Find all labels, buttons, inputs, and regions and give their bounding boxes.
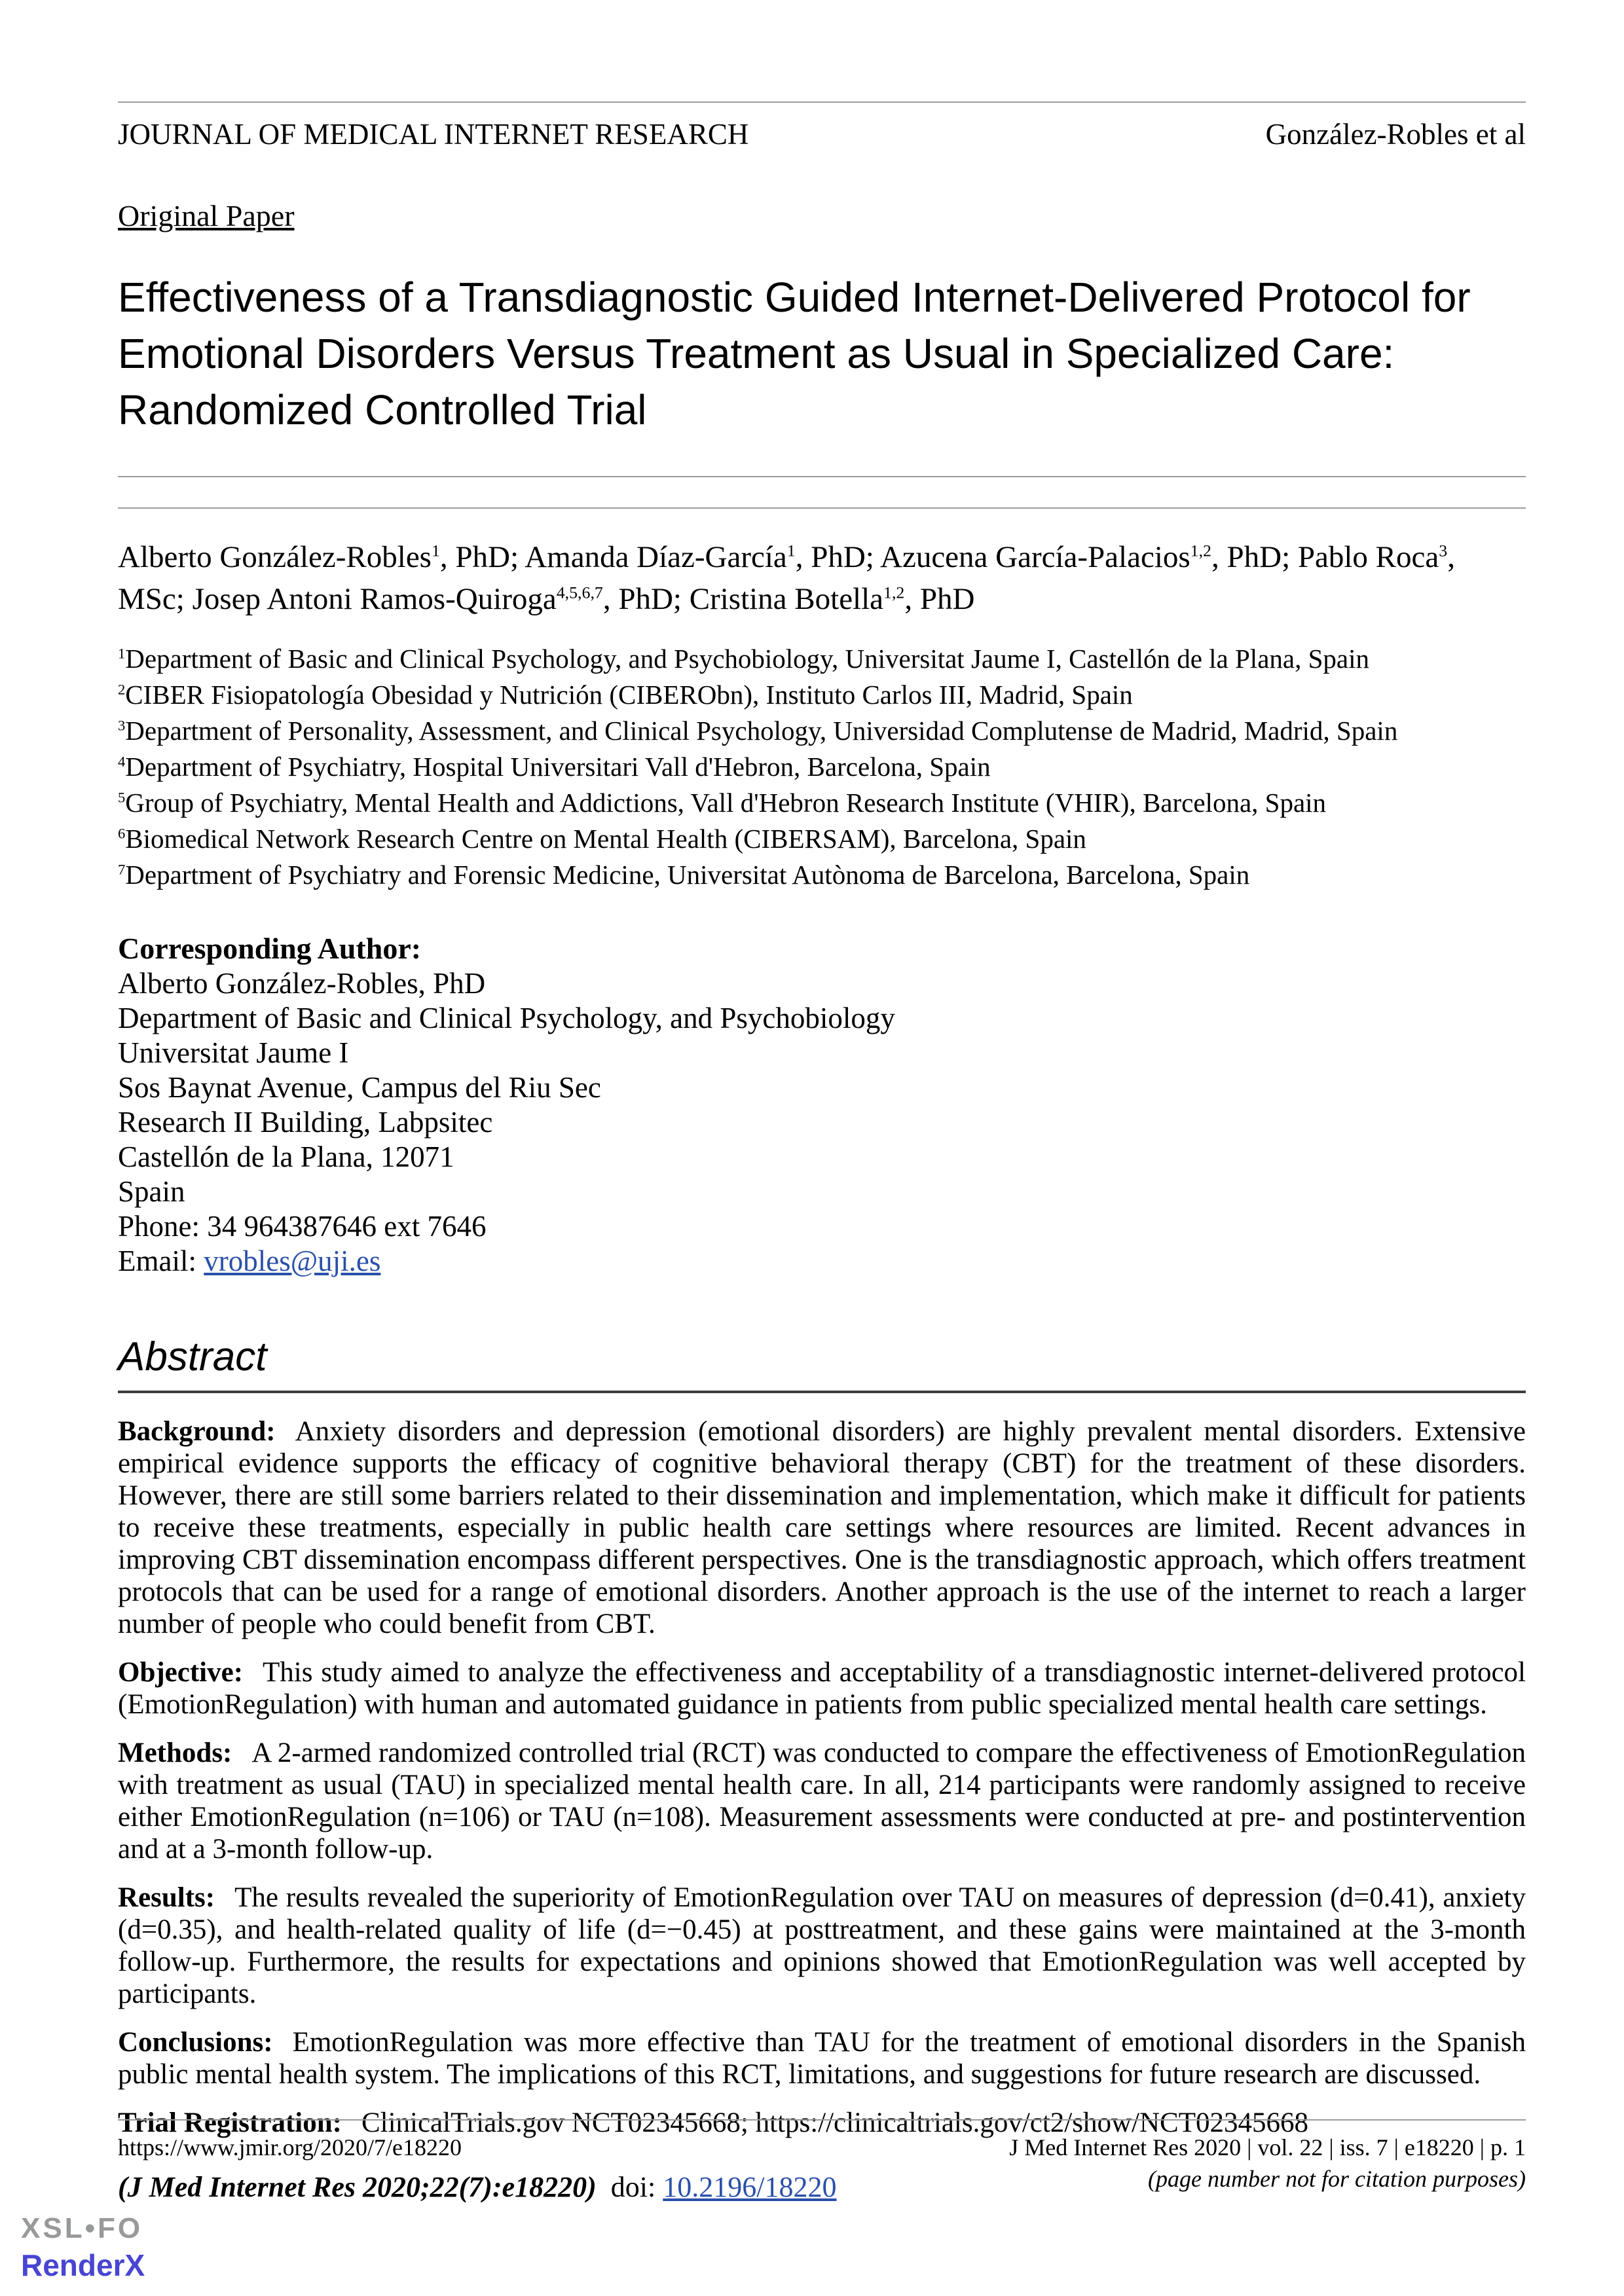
doi-label: doi: [610,2171,656,2203]
abstract-section-label: Objective: [118,1657,244,1688]
affiliation: $^6$Biomedical Network Research Centre on Mental Health (CIBERSAM), Barcelona, Spain [118,824,1086,854]
affiliation: $^5$Group of Psychiatry, Mental Health and Addictions, Vall d'Hebron Research Institute (VHIR), Barcelona, Spain [118,788,1327,818]
doi-link[interactable]: 10.2196/18220 [663,2171,837,2203]
corresponding-author-line: Phone: 34 964387646 ext 7646 [118,1210,487,1243]
affiliation: $^7$Department of Psychiatry and Forensic Medicine, Universitat Autònoma de Barcelona, Barcelona, Spain [118,860,1250,890]
affiliation: $^4$Department of Psychiatry, Hospital Universitari Vall d'Hebron, Barcelona, Spain [118,752,991,782]
author: Alberto González-Robles$^1$, PhD; [118,540,525,574]
abstract-section-label: Conclusions: [118,2027,273,2058]
corresponding-author-line: Department of Basic and Clinical Psychology, and Psychobiology [118,1002,895,1034]
header-divider [118,101,1526,103]
running-authors: González-Robles et al [1265,118,1526,151]
corresponding-author-email-line [118,1244,1526,1279]
title-divider-bottom [118,507,1526,509]
author: Amanda Díaz-García$^1$, PhD; [525,540,881,574]
author: Pablo Roca$^3$, MSc; [118,540,1455,616]
corresponding-author-line: Spain [118,1175,185,1208]
corresponding-author-line: Castellón de la Plana, 12071 [118,1140,454,1173]
footer-journal-info: J Med Internet Res 2020 | vol. 22 | iss. 7 | e18220 | p. 1 [1009,2134,1526,2160]
author: Azucena García-Palacios$^{1,2}$, PhD; [880,540,1298,574]
corresponding-author-line: Sos Baynat Avenue, Campus del Riu Sec [118,1071,601,1104]
page-footer [118,2119,1526,2193]
corresponding-author-line: Research II Building, Labpsitec [118,1106,493,1139]
corresponding-author-line: Universitat Jaume I [118,1036,349,1069]
email-label: Email: [118,1245,204,1277]
abstract-divider [118,1391,1526,1393]
abstract-heading: Abstract [118,1334,267,1379]
abstract-section: Objective: This study aimed to analyze the effectiveness and acceptability of a transdiagnostic internet-delivered protocol (EmotionRegulation) with human and automated guidance in patients from public specialized mental health care settings. [118,1657,1526,1720]
running-header [118,117,1526,151]
abstract-section-label: Methods: [118,1738,232,1768]
title-divider-top [118,476,1526,477]
journal-name: JOURNAL OF MEDICAL INTERNET RESEARCH [118,118,749,151]
abstract-section-label: Background: [118,1416,276,1447]
corresponding-author-line: Alberto González-Robles, PhD [118,967,486,1000]
affiliation: $^2$CIBER Fisiopatología Obesidad y Nutrición (CIBERObn), Instituto Carlos III, Madrid, Spain [118,680,1133,710]
xslfo-logo-text: XSL•FO [21,2212,143,2244]
author: Josep Antoni Ramos-Quiroga$^{4,5,6,7}$, PhD; [192,582,690,616]
citation-reference: (J Med Internet Res 2020;22(7):e18220) [118,2171,597,2203]
abstract-section: Methods: A 2-armed randomized controlled trial (RCT) was conducted to compare the effectiveness of EmotionRegulation with treatment as usual (TAU) in specialized mental health care. In all, 214 participants were randomly assigned to receive either EmotionRegulation (n=106) or TAU (n=108). Measurement assessments were conducted at pre- and postintervention and at a 3-month follow-up. [118,1738,1526,1865]
corresponding-author-lines [118,966,1526,1244]
abstract-section-label: Trial Registration: [118,2107,342,2138]
author: Cristina Botella$^{1,2}$, PhD [689,582,975,616]
section-label: Original Paper [118,199,295,232]
footer-citation-note: (page number not for citation purposes) [1148,2166,1526,2192]
affiliation-list [118,641,1526,893]
abstract-section: Results: The results revealed the superiority of EmotionRegulation over TAU on measures of depression (d=0.41), anxiety (d=0.35), and health-related quality of life (d=−0.45) at posttreatment, and these gains were maintained at the 3-month follow-up. Furthermore, the results for expectations and opinions showed that EmotionRegulation was well accepted by participants. [118,1882,1526,2009]
corresponding-author-heading: Corresponding Author: [118,932,422,965]
abstract-section-label: Results: [118,1882,215,1913]
footer-url-link[interactable]: https://www.jmir.org/2020/7/e18220 [118,2134,462,2160]
renderx-logo [21,2212,145,2283]
email-link[interactable]: vrobles@uji.es [204,1245,381,1277]
abstract-section: Conclusions: EmotionRegulation was more effective than TAU for the treatment of emotional disorders in the Spanish public mental health system. The implications of this RCT, limitations, and suggestions for future research are discussed. [118,2027,1526,2090]
abstract-section: Trial Registration: ClinicalTrials.gov NCT02345668; https://clinicaltrials.gov/ct2/show/NCT02345668 [118,2107,1308,2138]
footer-citation-info [1009,2134,1526,2193]
affiliation: $^1$Department of Basic and Clinical Psychology, and Psychobiology, Universitat Jaume I, Castellón de la Plana, Spain [118,644,1369,674]
footer-divider [118,2119,1526,2121]
author-list [118,536,1526,620]
corresponding-author-block [118,931,1526,1279]
abstract-body [118,1415,1526,2139]
abstract-section: Background: Anxiety disorders and depression (emotional disorders) are highly prevalent mental disorders. Extensive empirical evidence supports the efficacy of cognitive behavioral therapy (CBT) for the treatment of these disorders. However, there are still some barriers related to their dissemination and implementation, which make it difficult for patients to receive these treatments, especially in public health care settings where resources are limited. Recent advances in improving CBT dissemination encompass different perspectives. One is the transdiagnostic approach, which offers treatment protocols that can be used for a range of emotional disorders. Another approach is the use of the internet to reach a larger number of people who could benefit from CBT. [118,1416,1526,1639]
affiliation: $^3$Department of Personality, Assessment, and Clinical Psychology, Universidad Complutense de Madrid, Madrid, Spain [118,716,1398,746]
renderx-logo-text: RenderX [21,2248,145,2282]
article-title: Effectiveness of a Transdiagnostic Guided Internet-Delivered Protocol for Emotional Disorders Versus Treatment as Usual in Specialized Care: Randomized Controlled Trial [118,274,1471,433]
